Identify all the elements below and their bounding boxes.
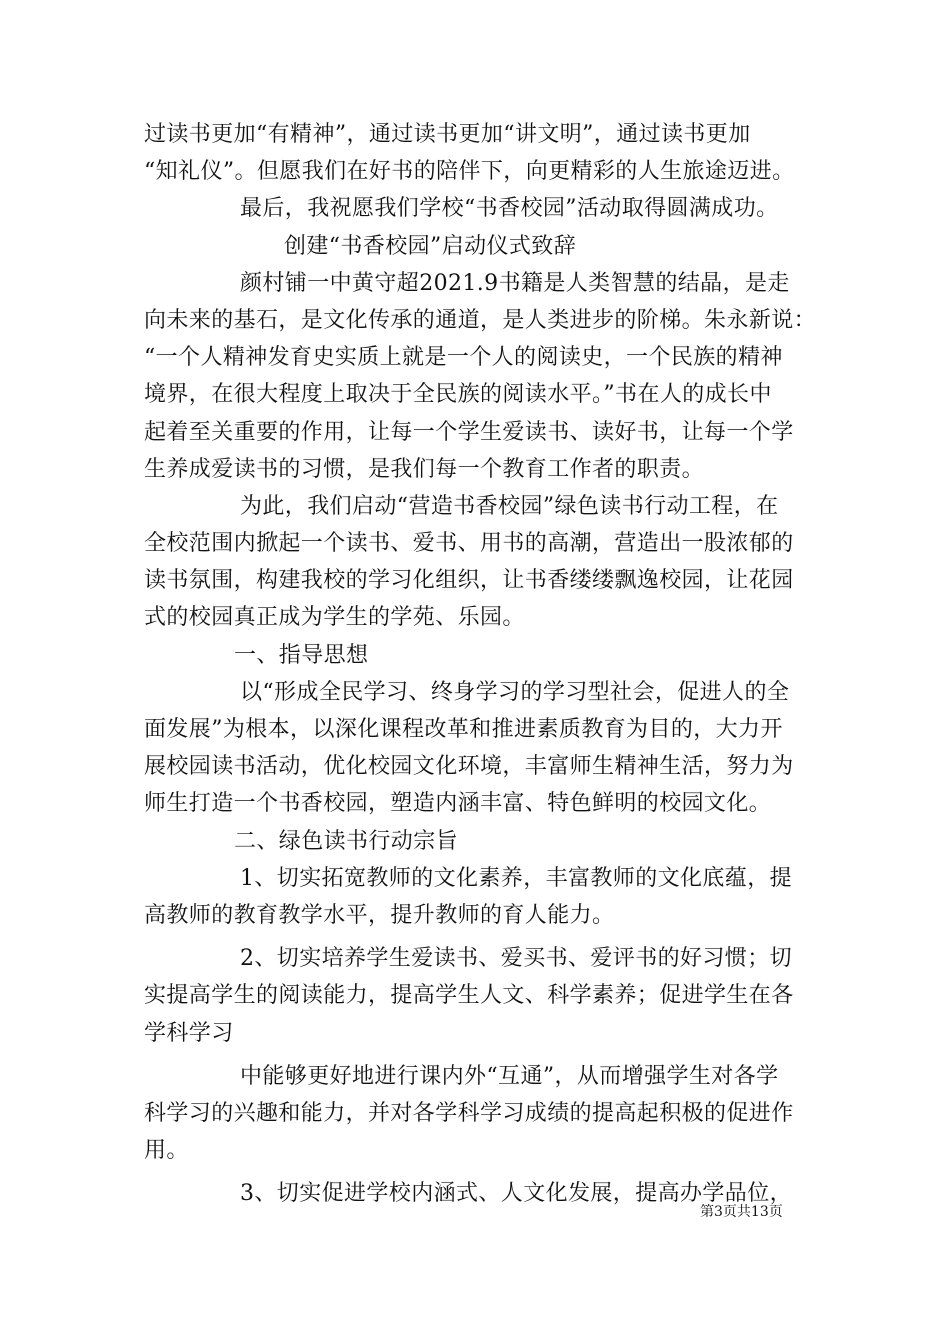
text-line: 以“形成全民学习、终身学习的学习型社会，促进人的全 bbox=[240, 679, 790, 705]
text-line: 境界，在很大程度上取决于全民族的阅读水平。”书在人的成长中 bbox=[144, 382, 772, 408]
heading-guiding-thought: 一、指导思想 bbox=[234, 642, 369, 668]
text-line: 面发展”为根本，以深化课程改革和推进素质教育为目的，大力开 bbox=[144, 717, 783, 742]
text-line: 用。 bbox=[144, 1138, 189, 1164]
text-line: “知礼仪”。但愿我们在好书的陪伴下，向更精彩的人生旅途迈进。 bbox=[144, 159, 795, 185]
text-line: 为此，我们启动“营造书香校园”绿色读书行动工程，在 bbox=[240, 493, 779, 519]
text-line: 学科学习 bbox=[144, 1020, 234, 1046]
text-line: 最后，我祝愿我们学校“书香校园”活动取得圆满成功。 bbox=[240, 196, 779, 222]
text-line: 3、切实促进学校内涵式、人文化发展，提高办学品位， bbox=[240, 1181, 792, 1207]
text-line: 生养成爱读书的习惯，是我们每一个教育工作者的职责。 bbox=[144, 456, 705, 482]
document-body bbox=[144, 116, 817, 1212]
text-line: 实提高学生的阅读能力，提高学生人文、科学素养；促进学生在各 bbox=[144, 983, 794, 1009]
text-line: 起着至关重要的作用，让每一个学生爱读书、读好书，让每一个学 bbox=[144, 419, 794, 445]
text-line: 高教师的教育教学水平，提升教师的育人能力。 bbox=[144, 902, 615, 928]
text-line: 过读书更加“有精神”，通过读书更加“讲文明”，通过读书更加 bbox=[144, 122, 751, 147]
text-line: “一个人精神发育史实质上就是一个人的阅读史，一个民族的精神 bbox=[144, 345, 783, 371]
page-number: 第3页共13页 bbox=[700, 1204, 783, 1220]
text-line: 科学习的兴趣和能力，并对各学科学习成绩的提高起积极的促进作 bbox=[144, 1100, 794, 1126]
section-title: 创建“书香校园”启动仪式致辞 bbox=[284, 233, 577, 259]
text-line: 2、切实培养学生爱读书、爱买书、爱评书的好习惯；切 bbox=[240, 946, 792, 972]
text-line: 式的校园真正成为学生的学苑、乐园。 bbox=[144, 605, 525, 631]
text-line: 展校园读书活动，优化校园文化环境，丰富师生精神生活，努力为 bbox=[144, 754, 794, 780]
text-line: 读书氛围，构建我校的学习化组织，让书香缕缕飘逸校园，让花园 bbox=[144, 568, 794, 594]
text-line: 全校范围内掀起一个读书、爱书、用书的高潮，营造出一股浓郁的 bbox=[144, 531, 794, 557]
text-line: 向未来的基石，是文化传承的通道，是人类进步的阶梯。朱永新说： bbox=[144, 307, 817, 333]
heading-purpose: 二、绿色读书行动宗旨 bbox=[234, 828, 459, 854]
text-line: 中能够更好地进行课内外“互通”，从而增强学生对各学 bbox=[240, 1063, 779, 1089]
text-line: 师生打造一个书香校园，塑造内涵丰富、特色鲜明的校园文化。 bbox=[144, 791, 772, 817]
text-line: 1、切实拓宽教师的文化素养，丰富教师的文化底蕴，提 bbox=[240, 865, 792, 891]
text-line: 颜村铺一中黄守超2021.9书籍是人类智慧的结晶，是走 bbox=[240, 270, 790, 296]
